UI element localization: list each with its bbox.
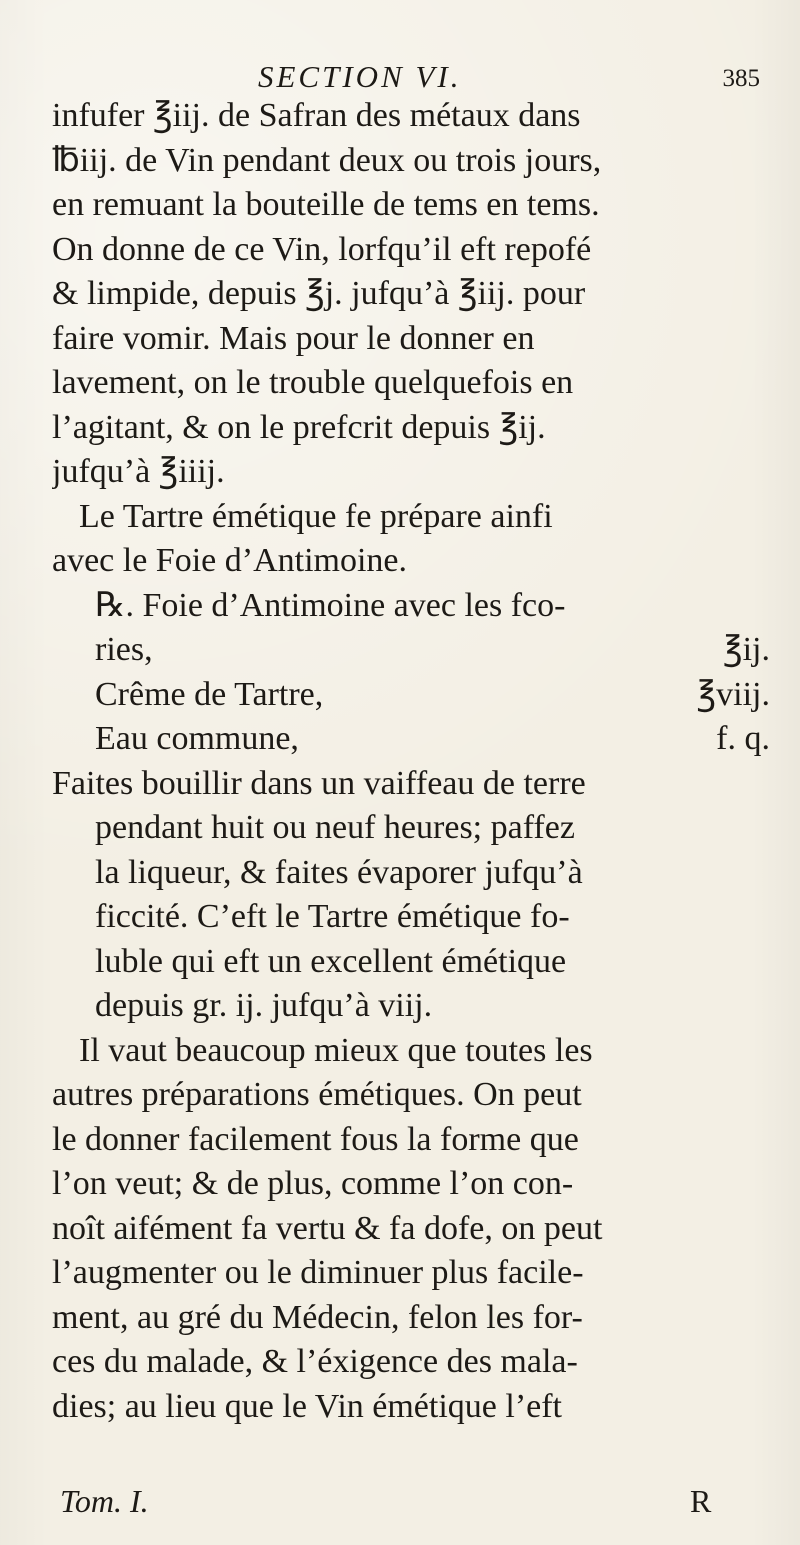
page-number: 385 xyxy=(722,65,760,92)
recipe-amount: ℥viij. xyxy=(696,675,770,713)
instruction-line: ficcité. C’eft le Tartre émétique fo- xyxy=(95,898,570,935)
page-text xyxy=(52,94,770,1429)
text-line: en remuant la bouteille de tems en tems. xyxy=(52,186,600,223)
instruction-line: la liqueur, & faites évaporer jufqu’à xyxy=(95,853,583,891)
section-title: SECTION VI. xyxy=(258,59,462,94)
text-line: On donne de ce Vin, lorfqu’il eft repofé xyxy=(52,230,592,268)
recipe-line xyxy=(52,673,770,718)
text-line: infufer ℥iij. de Safran des métaux dans xyxy=(52,97,581,134)
paragraph-line: le donner facilement fous la forme que xyxy=(52,1120,579,1158)
paragraph-line: noît aifément fa vertu & fa dofe, on peut xyxy=(52,1209,603,1247)
recipe-line xyxy=(52,584,770,629)
paragraph-line: Il vaut beaucoup mieux que toutes les xyxy=(79,1031,593,1069)
recipe-ingredient: Crême de Tartre, xyxy=(95,675,324,713)
paragraph-line: l’on veut; & de plus, comme l’on con- xyxy=(52,1165,574,1202)
recipe-line xyxy=(52,628,770,673)
text-line: Le Tartre émétique fe prépare ainfi xyxy=(79,497,553,535)
instruction-line: depuis gr. ij. jufqu’à viij. xyxy=(95,987,433,1024)
text-line: faire vomir. Mais pour le donner en xyxy=(52,319,535,357)
instruction-line: Faites bouillir dans un vaiffeau de terre xyxy=(52,764,586,802)
recipe-ingredient: ries, xyxy=(95,631,153,668)
text-line: & limpide, depuis ℥j. jufqu’à ℥iij. pour xyxy=(52,275,586,312)
paragraph-line: autres préparations émétiques. On peut xyxy=(52,1076,582,1113)
page-footer xyxy=(0,1483,800,1525)
recipe-ingredient: ℞. Foie d’Antimoine avec les fco- xyxy=(95,586,566,624)
recipe-line xyxy=(52,717,770,762)
text-line: avec le Foie d’Antimoine. xyxy=(52,542,408,579)
recipe-amount: ℥ij. xyxy=(722,631,770,668)
text-line: l’agitant, & on le prefcrit depuis ℥ij. xyxy=(52,408,546,446)
text-line: ℔iij. de Vin pendant deux ou trois jours, xyxy=(52,141,602,179)
text-line: jufqu’à ℥iiij. xyxy=(52,453,225,490)
paragraph-line: ces du malade, & l’éxigence des mala- xyxy=(52,1343,578,1380)
paragraph-line: dies; au lieu que le Vin émétique l’eft xyxy=(52,1387,562,1425)
signature-mark: R xyxy=(690,1483,712,1519)
instruction-line: luble qui eft un excellent émétique xyxy=(95,942,567,980)
text-line: lavement, on le trouble quelquefois en xyxy=(52,364,574,401)
recipe-ingredient: Eau commune, xyxy=(95,720,299,757)
recipe-amount: f. q. xyxy=(716,720,770,757)
paragraph-line: ment, au gré du Médecin, felon les for- xyxy=(52,1298,583,1336)
paragraph-line: l’augmenter ou le diminuer plus facile- xyxy=(52,1254,584,1291)
instruction-line: pendant huit ou neuf heures; paffez xyxy=(95,809,575,846)
volume-label: Tom. I. xyxy=(60,1483,149,1519)
